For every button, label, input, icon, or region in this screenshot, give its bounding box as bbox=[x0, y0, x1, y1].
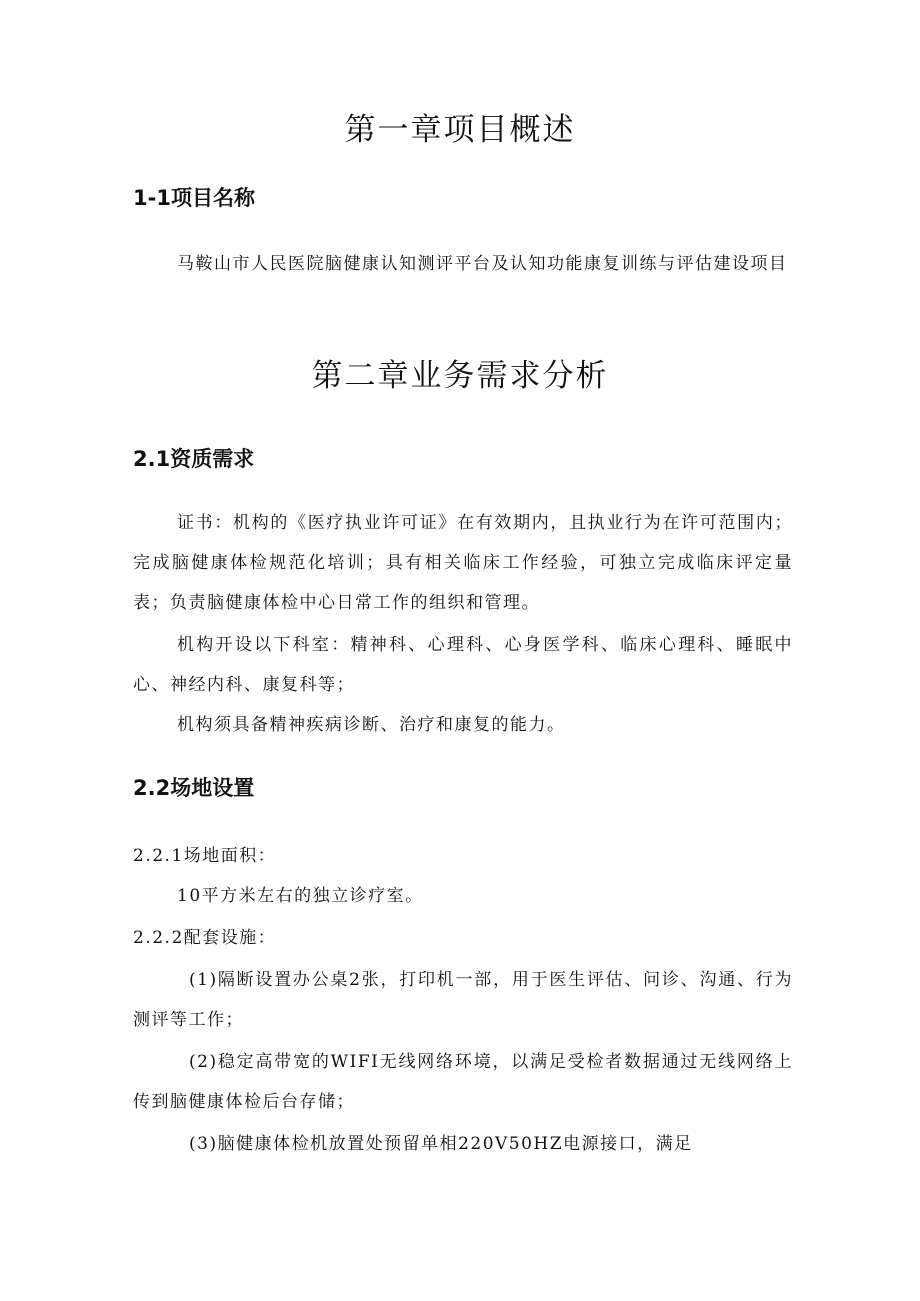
facility-item-3: (3)脑健康体检机放置处预留单相220V50HZ电源接口，满足 bbox=[189, 1134, 693, 1154]
section-1-1-heading: 1-1项目名称 bbox=[133, 186, 255, 210]
site-area-text: 10平方米左右的独立诊疗室。 bbox=[177, 886, 424, 906]
project-name-paragraph: 马鞍山市人民医院脑健康认知测评平台及认知功能康复训练与评估建设项目 bbox=[177, 254, 788, 274]
section-2-1-heading: 2.1资质需求 bbox=[133, 447, 255, 471]
site-area-label: 2.2.1场地面积： bbox=[133, 846, 277, 866]
facility-item-1: (1)隔断设置办公桌2张，打印机一部，用于医生评估、问诊、沟通、行为测评等工作； bbox=[133, 970, 793, 1030]
chapter-2-title: 第二章业务需求分析 bbox=[311, 358, 609, 394]
departments-paragraph: 机构开设以下科室：精神科、心理科、心身医学科、临床心理科、睡眠中心、神经内科、康复科等； bbox=[133, 635, 793, 695]
qualification-paragraph: 证书：机构的《医疗执业许可证》在有效期内，且执业行为在许可范围内；完成脑健康体检规范化培训；具有相关临床工作经验，可独立完成临床评定量表；负责脑健康体检中心日常工作的组织和管理。 bbox=[133, 513, 793, 613]
chapter-1-title: 第一章项目概述 bbox=[344, 112, 576, 148]
facility-item-2: (2)稳定高带宽的WIFI无线网络环境，以满足受检者数据通过无线网络上传到脑健康体检后台存储； bbox=[133, 1052, 793, 1112]
facilities-label: 2.2.2配套设施： bbox=[133, 928, 277, 948]
section-2-2-heading: 2.2场地设置 bbox=[133, 776, 255, 800]
capability-paragraph: 机构须具备精神疾病诊断、治疗和康复的能力。 bbox=[177, 715, 566, 735]
